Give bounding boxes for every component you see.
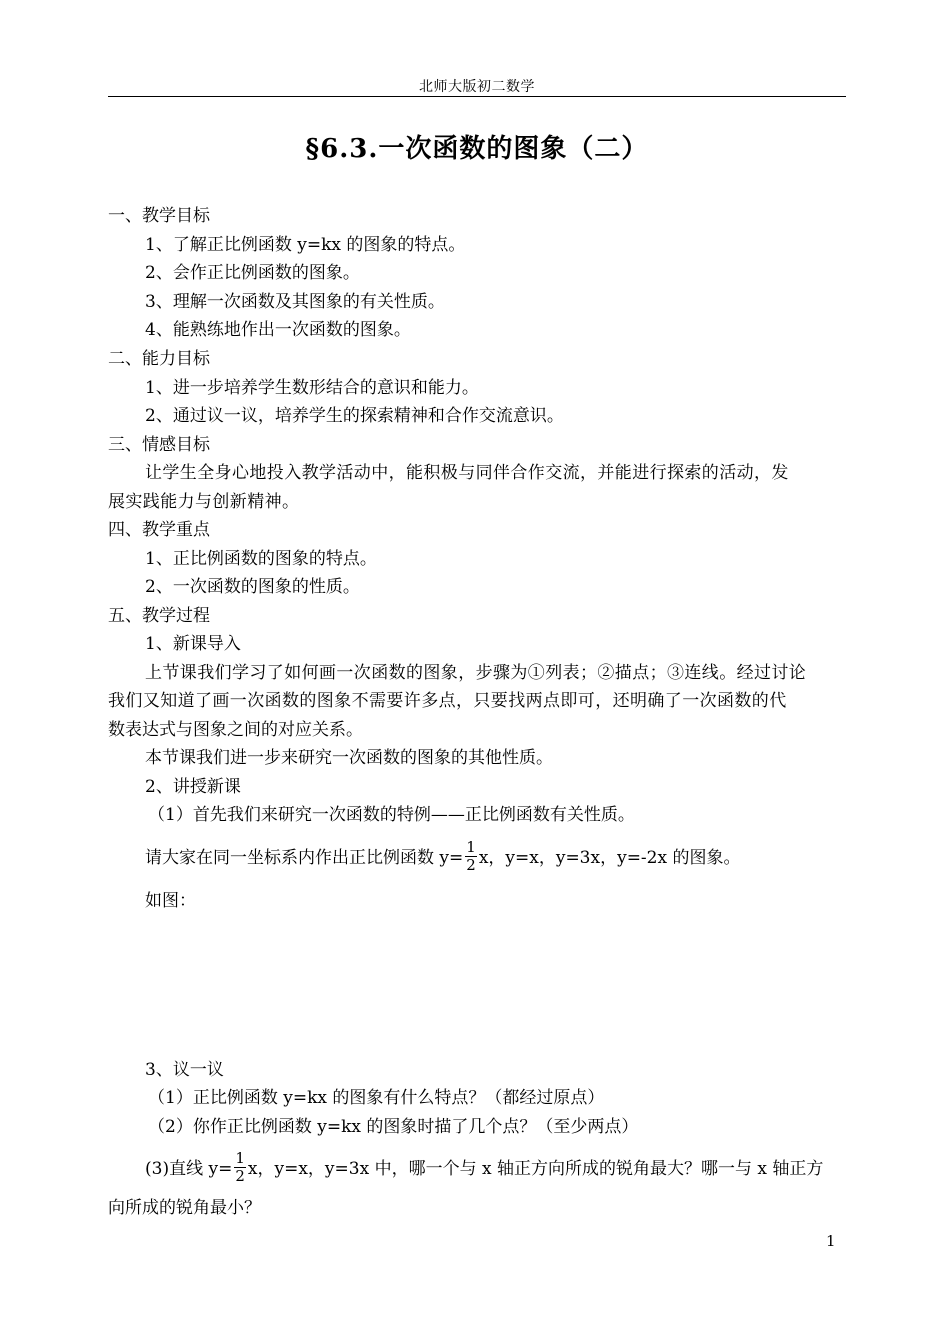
fraction-numerator: 1 (235, 1149, 245, 1167)
header-rule (108, 96, 846, 97)
fraction-numerator: 1 (466, 838, 476, 856)
page-title: §6.3.一次函数的图象（二） (305, 134, 649, 164)
section-heading-emotional-goals: 三、情感目标 (108, 435, 210, 455)
discussion-question: （1）正比例函数 y=kx 的图象有什么特点？（都经过原点） (148, 1088, 605, 1108)
running-header: 北师大版初二数学 (419, 79, 535, 95)
fraction-denominator: 2 (466, 856, 476, 874)
list-item: 3、理解一次函数及其图象的有关性质。 (145, 292, 445, 312)
text-fragment: (3)直线 y= (145, 1159, 233, 1179)
discussion-question: （2）你作正比例函数 y=kx 的图象时描了几个点？（至少两点） (148, 1117, 639, 1137)
list-item: 1、了解正比例函数 y=kx 的图象的特点。 (145, 235, 466, 255)
section-heading-ability-goals: 二、能力目标 (108, 349, 210, 369)
paragraph-line: 上节课我们学习了如何画一次函数的图象，步骤为①列表；②描点；③连线。经过讨论 (145, 663, 807, 683)
paragraph-line: 让学生全身心地投入教学活动中，能积极与同伴合作交流，并能进行探索的活动，发 (145, 463, 789, 483)
subsection-heading: 3、议一议 (145, 1060, 224, 1080)
section-heading-key-points: 四、教学重点 (108, 520, 210, 540)
discussion-question (145, 1149, 824, 1187)
section-heading-teaching-goals: 一、教学目标 (108, 206, 210, 226)
list-item: 2、一次函数的图象的性质。 (145, 577, 360, 597)
list-item: 2、通过议一议，培养学生的探索精神和合作交流意识。 (145, 406, 564, 426)
text-fragment: x，y=x，y=3x 中，哪一个与 x 轴正方向所成的锐角最大？哪一与 x 轴正方 (247, 1159, 824, 1179)
paragraph-line: 我们又知道了画一次函数的图象不需要许多点，只要找两点即可，还明确了一次函数的代 (108, 691, 787, 711)
list-item: 1、正比例函数的图象的特点。 (145, 549, 377, 569)
paragraph-line: 向所成的锐角最小？ (108, 1198, 261, 1218)
equation-line (145, 838, 741, 876)
text-fragment: 请大家在同一坐标系内作出正比例函数 y= (145, 848, 464, 868)
fraction-denominator: 2 (235, 1167, 245, 1185)
text-fragment: x，y=x，y=3x，y=-2x 的图象。 (478, 848, 741, 868)
list-item: 4、能熟练地作出一次函数的图象。 (145, 320, 411, 340)
paragraph-line: （1）首先我们来研究一次函数的特例——正比例函数有关性质。 (148, 805, 635, 825)
fraction-one-half (234, 1150, 246, 1185)
subsection-heading: 2、讲授新课 (145, 777, 241, 797)
figure-caption: 如图： (145, 891, 196, 911)
page-number: 1 (826, 1232, 836, 1250)
list-item: 2、会作正比例函数的图象。 (145, 263, 360, 283)
fraction-one-half (465, 839, 477, 874)
paragraph-line: 本节课我们进一步来研究一次函数的图象的其他性质。 (145, 748, 553, 768)
paragraph-line: 展实践能力与创新精神。 (108, 492, 300, 512)
list-item: 1、进一步培养学生数形结合的意识和能力。 (145, 378, 479, 398)
section-heading-teaching-process: 五、教学过程 (108, 606, 210, 626)
paragraph-line: 数表达式与图象之间的对应关系。 (108, 720, 363, 740)
subsection-heading: 1、新课导入 (145, 634, 241, 654)
